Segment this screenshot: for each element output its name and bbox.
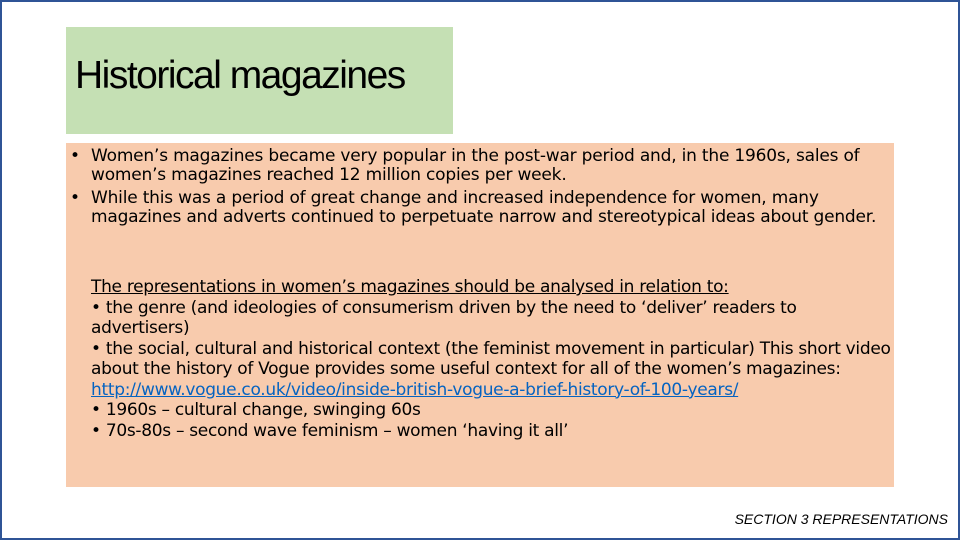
content-box — [66, 143, 894, 487]
context-item: • the social, cultural and historical context (the feminist movement in particular) — [91, 338, 755, 359]
bullet-glyph: • — [70, 188, 80, 208]
section-footer: SECTION 3 REPRESENTATIONS — [734, 511, 948, 527]
bullet-item — [66, 189, 894, 227]
slide-title: Historical magazines — [75, 54, 405, 97]
bullet-list — [66, 147, 894, 231]
genre-item: • the genre (and ideologies of consumerism driven by the need to ‘deliver’ readers to advertisers) — [91, 297, 797, 338]
bullet-text: While this was a period of great change and increased independence for women, many magazines and adverts continued to perpetuate narrow and stereotypical ideas about gender. — [91, 188, 877, 227]
item-70s-80s: • 70s-80s – second wave feminism – women ‘having it all’ — [91, 420, 569, 441]
representations-heading: The representations in women’s magazines should be analysed in relation to: — [91, 277, 729, 297]
bullet-item — [66, 147, 894, 185]
bullet-text: Women’s magazines became very popular in the post-war period and, in the 1960s, sales of women’s magazines reached 12 million copies per week. — [91, 146, 860, 185]
bullet-glyph: • — [70, 146, 80, 166]
vogue-video-link[interactable]: http://www.vogue.co.uk/video/inside-british-vogue-a-brief-history-of-100-years/ — [91, 379, 739, 400]
item-1960s: • 1960s – cultural change, swinging 60s — [91, 400, 421, 420]
video-text: This short video about the history of Vogue provides some useful context for all of the women’s magazines: — [91, 338, 891, 379]
representations-paragraph — [91, 277, 891, 441]
